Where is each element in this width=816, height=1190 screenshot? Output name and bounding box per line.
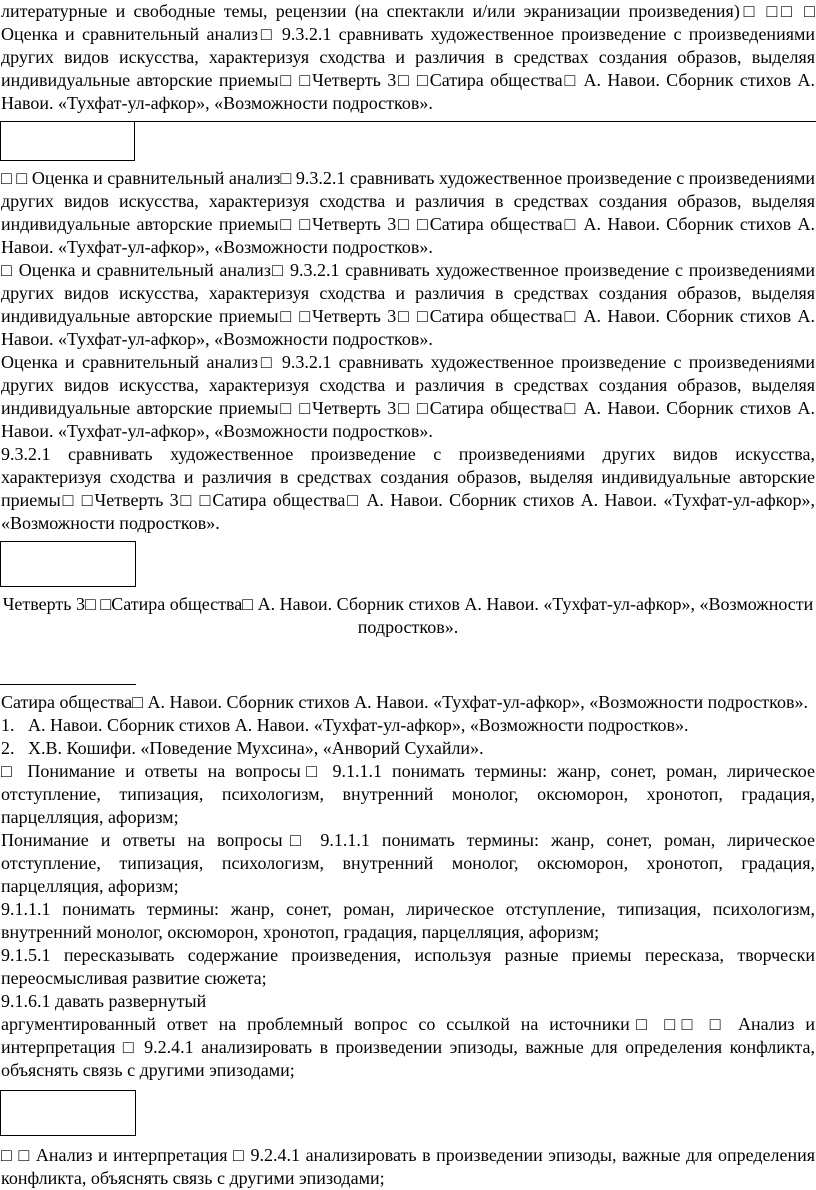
paragraph-10: 9.1.1.1 понимать термины: жанр, сонет, роман, лирическое отступление, типизация, психологизм, внутренний монолог, оксюморон, хронотоп, градация, парцелляция, афоризм; [1,899,815,942]
paragraph-6: Четверть 3□ □Сатира общества□ А. Навои. Сборник стихов А. Навои. «Тухфат-ул-афкор», «Возможности подростков». [2,594,814,637]
list-item: 1. А. Навои. Сборник стихов А. Навои. «Тухфат-ул-афкор», «Возможности подростков». [1,715,689,735]
table-cell [0,121,135,161]
list-item: 2. Х.В. Кошифи. «Поведение Мухсина», «Анворий Сухайли». [1,738,484,758]
paragraph-14: □ □ Анализ и интерпретация □ 9.2.4.1 анализировать в произведении эпизоды, важные для определения конфликта, объяснять связь с другими эпизодами; [1,1145,815,1188]
paragraph-11: 9.1.5.1 пересказывать содержание произведения, используя разные приемы пересказа, творчески переосмысливая развитие сюжета; [1,945,815,988]
paragraph-4: Оценка и сравнительный анализ□ 9.3.2.1 сравнивать художественное произведение с произведениями других видов искусства, характеризуя сходства и различия в средствах создания образов, выделяя индивидуальные авторские приемы□ □Четверть 3□ □Сатира общества□ А. Навои. Сборник стихов А. Навои. «Тухфат-ул-афкор», «Возможности подростков». [1,352,815,441]
numbered-list [0,714,816,760]
paragraph-12: 9.1.6.1 давать развернутый [1,991,207,1011]
table-border [135,121,816,122]
table-row-fragment [0,121,816,161]
table-cell-underline [0,647,136,685]
table-cell-box-2 [0,1090,136,1136]
paragraph-13: аргументированный ответ на проблемный вопрос со ссылкой на источники□ □□ □ Анализ и интерпретация □ 9.2.4.1 анализировать в произведении эпизоды, важные для определения конфликта, объяснять связь с другими эпизодами; [1,1014,815,1080]
paragraph-2: □ □ Оценка и сравнительный анализ□ 9.3.2.1 сравнивать художественное произведение с произведениями других видов искусства, характеризуя сходства и различия в средствах создания образов, выделяя индивидуальные авторские приемы□ □Четверть 3□ □Сатира общества□ А. Навои. Сборник стихов А. Навои. «Тухфат-ул-афкор», «Возможности подростков». [1,168,815,257]
paragraph-3: □ Оценка и сравнительный анализ□ 9.3.2.1 сравнивать художественное произведение с произведениями других видов искусства, характеризуя сходства и различия в средствах создания образов, выделяя индивидуальные авторские приемы□ □Четверть 3□ □Сатира общества□ А. Навои. Сборник стихов А. Навои. «Тухфат-ул-афкор», «Возможности подростков». [1,260,815,349]
paragraph-9: Понимание и ответы на вопросы□ 9.1.1.1 понимать термины: жанр, сонет, роман, лирическое отступление, типизация, психологизм, внутренний монолог, оксюморон, хронотоп, градация, парцелляция, афоризм; [1,830,815,896]
paragraph-1: литературные и свободные темы, рецензии (на спектакли и/или экранизации произведения)□ □□ □ Оценка и сравнительный анализ□ 9.3.2.1 сравнивать художественное произведение с произведениями других видов искусства, характеризуя сходства и различия в средствах создания образов, выделяя индивидуальные авторские приемы□ □Четверть 3□ □Сатира общества□ А. Навои. Сборник стихов А. Навои. «Тухфат-ул-афкор», «Возможности подростков». [1,1,815,113]
paragraph-8: □ Понимание и ответы на вопросы□ 9.1.1.1 понимать термины: жанр, сонет, роман, лирическое отступление, типизация, психологизм, внутренний монолог, оксюморон, хронотоп, градация, парцелляция, афоризм; [1,761,815,827]
paragraph-5: 9.3.2.1 сравнивать художественное произведение с произведениями других видов искусства, характеризуя сходства и различия в средствах создания образов, выделяя индивидуальные авторские приемы□ □Четверть 3□ □Сатира общества□ А. Навои. Сборник стихов А. Навои. «Тухфат-ул-афкор», «Возможности подростков». [1,444,815,533]
table-cell-box [0,541,136,587]
paragraph-7: Сатира общества□ А. Навои. Сборник стихов А. Навои. «Тухфат-ул-афкор», «Возможности подростков». [1,692,808,712]
